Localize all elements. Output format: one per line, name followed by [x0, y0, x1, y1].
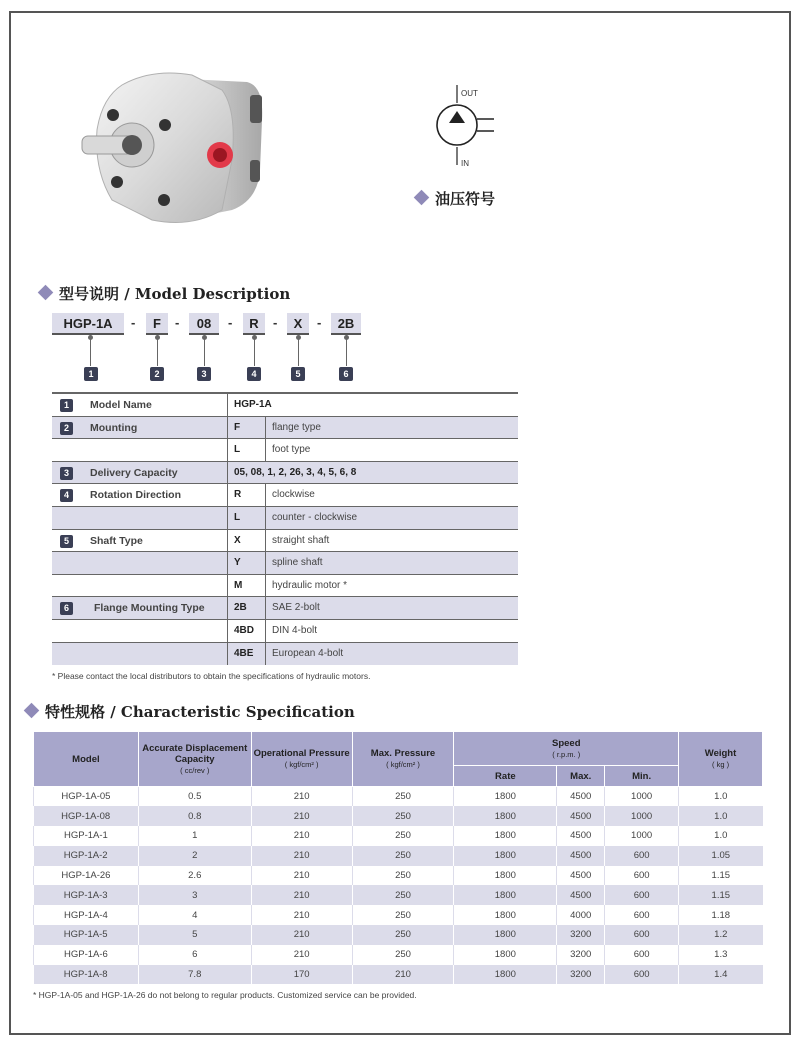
number-badge: 2	[150, 367, 164, 381]
table-cell: 1.15	[679, 866, 763, 886]
code-part-capacity: 08	[189, 313, 219, 335]
diamond-bullet-icon	[24, 703, 40, 719]
table-cell: 2	[138, 846, 251, 866]
row-desc: flange type	[265, 417, 321, 439]
table-cell: 7.8	[138, 965, 251, 985]
model-note: * Please contact the local distributors to obtain the specifications of hydraulic motors.	[52, 671, 371, 681]
table-cell: 1.18	[679, 905, 763, 925]
row-code: 4BE	[234, 647, 254, 659]
table-cell: 600	[605, 885, 679, 905]
table-row	[34, 806, 763, 826]
code-dash: -	[273, 315, 278, 330]
diamond-bullet-icon	[414, 190, 430, 206]
table-cell: 250	[352, 885, 454, 905]
table-cell: 1.0	[679, 806, 763, 826]
table-cell: 210	[251, 866, 352, 886]
table-row	[34, 826, 763, 846]
table-row	[52, 575, 518, 598]
row-desc: DIN 4-bolt	[265, 620, 317, 642]
table-cell: HGP-1A-8	[34, 965, 139, 985]
row-code: Y	[234, 557, 241, 569]
table-cell: 3200	[557, 965, 605, 985]
table-row	[34, 965, 763, 985]
row-code: 05, 08, 1, 2, 26, 3, 4, 5, 6, 8	[234, 466, 357, 478]
table-row	[52, 484, 518, 507]
table-cell: 1800	[454, 945, 557, 965]
table-cell: 1.0	[679, 826, 763, 846]
table-row	[52, 643, 518, 666]
number-badge: 4	[60, 489, 73, 502]
table-cell: 210	[251, 945, 352, 965]
table-cell: 1.3	[679, 945, 763, 965]
table-cell: 1800	[454, 885, 557, 905]
table-cell: 4000	[557, 905, 605, 925]
table-cell: 1000	[605, 826, 679, 846]
table-cell: 210	[251, 806, 352, 826]
table-cell: 3200	[557, 945, 605, 965]
number-badge: 2	[60, 422, 73, 435]
code-dash: -	[317, 315, 322, 330]
header-max-pressure: Max. Pressure ( kgf/cm² )	[352, 732, 454, 787]
table-cell: HGP-1A-1	[34, 826, 139, 846]
code-part-rotation: R	[243, 313, 265, 335]
row-desc: European 4-bolt	[265, 643, 343, 666]
table-cell: HGP-1A-26	[34, 866, 139, 886]
table-row	[34, 905, 763, 925]
connector-line	[204, 336, 205, 366]
table-cell: HGP-1A-2	[34, 846, 139, 866]
table-cell: 3	[138, 885, 251, 905]
table-cell: 0.8	[138, 806, 251, 826]
header-max: Max.	[557, 766, 605, 787]
table-cell: 250	[352, 925, 454, 945]
table-row	[34, 866, 763, 886]
code-part-flange: 2B	[331, 313, 361, 335]
table-cell: 4500	[557, 846, 605, 866]
table-cell: 1.0	[679, 787, 763, 807]
model-description-heading: 型号说明 / Model Description	[40, 283, 290, 304]
code-part-model: HGP-1A	[52, 313, 124, 335]
connector-line	[90, 336, 91, 366]
number-badge: 4	[247, 367, 261, 381]
table-cell: 2.6	[138, 866, 251, 886]
table-cell: 5	[138, 925, 251, 945]
number-badge: 1	[84, 367, 98, 381]
table-cell: 1800	[454, 806, 557, 826]
row-code: R	[234, 489, 242, 501]
table-cell: 1800	[454, 925, 557, 945]
table-cell: 1800	[454, 846, 557, 866]
row-name: Mounting	[90, 421, 138, 434]
table-row	[52, 620, 518, 643]
header-rate: Rate	[454, 766, 557, 787]
table-cell: HGP-1A-6	[34, 945, 139, 965]
table-row	[52, 462, 518, 485]
table-cell: 1.4	[679, 965, 763, 985]
table-row	[34, 925, 763, 945]
connector-line	[254, 336, 255, 366]
table-cell: 3200	[557, 925, 605, 945]
table-cell: 600	[605, 905, 679, 925]
number-badge: 3	[60, 467, 73, 480]
table-cell: 250	[352, 826, 454, 846]
spec-note: * HGP-1A-05 and HGP-1A-26 do not belong to regular products. Customized service can be provided.	[33, 990, 417, 1000]
table-cell: 250	[352, 945, 454, 965]
table-row	[52, 597, 518, 620]
row-code: M	[234, 579, 243, 591]
row-desc: clockwise	[265, 484, 315, 506]
header-weight: Weight ( kg )	[679, 732, 763, 787]
row-name: Flange Mounting Type	[94, 602, 205, 615]
table-cell: 1	[138, 826, 251, 846]
table-cell: 4	[138, 905, 251, 925]
row-code: F	[234, 421, 241, 433]
table-cell: 1000	[605, 806, 679, 826]
row-name: Model Name	[90, 399, 152, 411]
table-row	[52, 530, 518, 553]
row-desc: SAE 2-bolt	[265, 597, 320, 619]
connector-line	[157, 336, 158, 366]
code-part-shaft: X	[287, 313, 309, 335]
table-cell: 1800	[454, 965, 557, 985]
row-name: Shaft Type	[90, 534, 143, 547]
diamond-bullet-icon	[38, 285, 54, 301]
table-cell: 210	[251, 885, 352, 905]
table-cell: 210	[251, 846, 352, 866]
row-code: L	[234, 511, 241, 523]
table-cell: 210	[251, 905, 352, 925]
table-cell: 1800	[454, 826, 557, 846]
row-desc: spline shaft	[265, 552, 323, 574]
row-desc: hydraulic motor *	[265, 575, 347, 597]
table-cell: 210	[251, 826, 352, 846]
header-speed: Speed ( r.p.m. )	[454, 732, 679, 766]
table-row	[52, 439, 518, 462]
connector-line	[346, 336, 347, 366]
table-cell: 1800	[454, 905, 557, 925]
table-cell: 600	[605, 945, 679, 965]
header-op-pressure: Operational Pressure ( kgf/cm² )	[251, 732, 352, 787]
table-cell: 4500	[557, 885, 605, 905]
header-model: Model	[34, 732, 139, 787]
table-cell: 250	[352, 905, 454, 925]
table-cell: 4500	[557, 826, 605, 846]
table-cell: HGP-1A-05	[34, 787, 139, 807]
table-cell: 170	[251, 965, 352, 985]
table-cell: 600	[605, 925, 679, 945]
row-code: L	[234, 444, 241, 456]
table-cell: 0.5	[138, 787, 251, 807]
header-capacity: Accurate Displacement Capacity ( cc/rev )	[138, 732, 251, 787]
row-code: 2B	[234, 602, 247, 614]
table-row	[34, 945, 763, 965]
number-badge: 6	[60, 602, 73, 615]
symbol-out-label: OUT	[461, 89, 478, 98]
table-row	[52, 552, 518, 575]
table-cell: HGP-1A-5	[34, 925, 139, 945]
table-cell: 210	[251, 787, 352, 807]
number-badge: 6	[339, 367, 353, 381]
code-dash: -	[131, 315, 136, 330]
table-cell: 210	[352, 965, 454, 985]
number-badge: 5	[60, 535, 73, 548]
spec-heading: 特性规格 / Characteristic Specification	[26, 701, 355, 722]
number-badge: 5	[291, 367, 305, 381]
table-cell: HGP-1A-3	[34, 885, 139, 905]
row-name: Rotation Direction	[90, 489, 181, 502]
row-code: HGP-1A	[234, 399, 272, 410]
code-part-mounting: F	[146, 313, 168, 335]
table-row	[34, 885, 763, 905]
table-cell: 1000	[605, 787, 679, 807]
table-cell: 1.15	[679, 885, 763, 905]
table-cell: 1.2	[679, 925, 763, 945]
code-dash: -	[175, 315, 180, 330]
number-badge: 3	[197, 367, 211, 381]
table-row	[52, 417, 518, 440]
row-code: 4BD	[234, 624, 255, 636]
symbol-caption: 油压符号	[416, 188, 495, 209]
row-name: Delivery Capacity	[90, 466, 178, 479]
table-cell: 250	[352, 866, 454, 886]
table-cell: 6	[138, 945, 251, 965]
table-cell: HGP-1A-08	[34, 806, 139, 826]
model-description-table	[52, 392, 518, 665]
table-cell: 250	[352, 787, 454, 807]
hydraulic-pump-symbol-icon	[432, 85, 522, 175]
table-cell: 600	[605, 965, 679, 985]
table-cell: 250	[352, 806, 454, 826]
header-min: Min.	[605, 766, 679, 787]
table-cell: 600	[605, 846, 679, 866]
table-row	[52, 394, 518, 417]
gear-pump-illustration	[72, 60, 272, 230]
table-cell: 1800	[454, 866, 557, 886]
table-cell: 1.05	[679, 846, 763, 866]
spec-table	[33, 731, 763, 984]
connector-line	[298, 336, 299, 366]
row-desc: foot type	[265, 439, 310, 461]
table-row	[34, 787, 763, 807]
table-row	[34, 846, 763, 866]
symbol-in-label: IN	[461, 159, 469, 168]
table-cell: 250	[352, 846, 454, 866]
table-cell: 600	[605, 866, 679, 886]
code-dash: -	[228, 315, 233, 330]
number-badge: 1	[60, 399, 73, 412]
table-cell: 4500	[557, 866, 605, 886]
table-row	[52, 507, 518, 530]
table-cell: 4500	[557, 806, 605, 826]
table-cell: HGP-1A-4	[34, 905, 139, 925]
row-desc: straight shaft	[265, 530, 329, 552]
table-cell: 210	[251, 925, 352, 945]
row-code: X	[234, 534, 241, 546]
table-cell: 4500	[557, 787, 605, 807]
table-cell: 1800	[454, 787, 557, 807]
row-desc: counter - clockwise	[265, 507, 357, 529]
